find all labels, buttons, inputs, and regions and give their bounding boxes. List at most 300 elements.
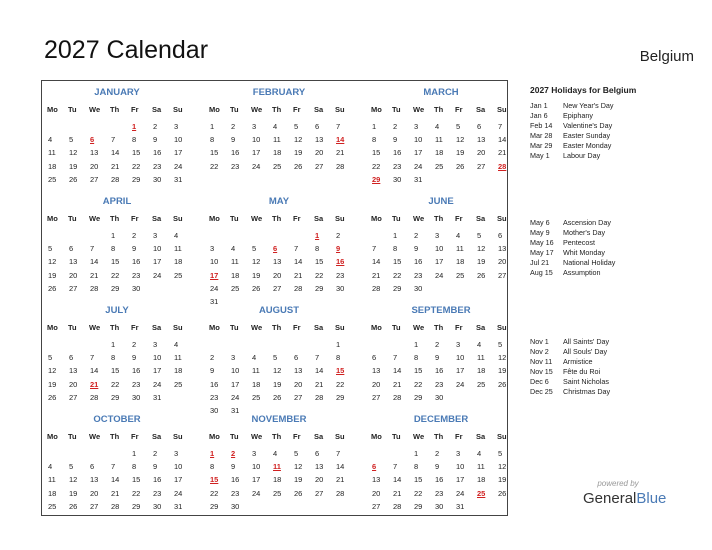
day-cell: 8 — [210, 462, 215, 472]
day-cell: 18 — [273, 475, 282, 485]
day-cell: 6 — [498, 231, 503, 240]
day-cell: 19 — [252, 270, 261, 280]
holiday-date: Nov 2 — [530, 347, 549, 356]
day-cell: 19 — [294, 148, 303, 158]
day-cell: 5 — [498, 449, 503, 458]
day-cell: 28 — [336, 488, 345, 498]
day-cell: 2 — [132, 340, 137, 349]
weekday-header: We — [89, 214, 101, 223]
holiday-name: Pentecost — [563, 238, 595, 247]
day-cell: 22 — [414, 488, 423, 498]
day-cell: 14 — [294, 257, 303, 267]
day-cell: 19 — [477, 257, 486, 267]
day-cell: 2 — [153, 122, 158, 131]
day-cell: 20 — [294, 379, 303, 389]
day-cell: 15 — [111, 257, 120, 267]
day-cell: 12 — [498, 353, 507, 363]
day-cell: 23 — [393, 161, 402, 171]
day-cell: 22 — [315, 270, 324, 280]
day-cell: 16 — [435, 475, 444, 485]
day-cell: 19 — [69, 488, 78, 498]
day-cell: 4 — [231, 244, 236, 254]
day-cell: 21 — [393, 379, 402, 389]
holiday-date: Mar 29 — [530, 141, 553, 150]
day-cell: 10 — [456, 462, 465, 472]
day-cell: 28 — [336, 161, 345, 171]
day-cell: 13 — [69, 257, 78, 267]
day-cell: 15 — [315, 257, 324, 267]
holiday-name: Mother's Day — [563, 228, 606, 237]
day-cell: 19 — [48, 270, 57, 280]
day-cell: 4 — [273, 449, 278, 458]
day-cell: 2 — [435, 340, 440, 349]
weekday-header: Th — [110, 105, 120, 114]
holiday-date: May 16 — [530, 238, 554, 247]
day-cell: 31 — [456, 501, 465, 511]
day-cell: 3 — [210, 244, 215, 254]
day-cell: 6 — [69, 353, 74, 363]
day-cell: 30 — [132, 392, 141, 402]
day-cell: 4 — [435, 122, 440, 131]
day-cell: 14 — [393, 366, 402, 376]
day-cell: 30 — [153, 174, 162, 184]
day-cell: 5 — [69, 462, 74, 472]
day-cell: 10 — [414, 135, 423, 145]
holiday-day: 1 — [210, 449, 215, 458]
day-cell: 16 — [132, 366, 141, 376]
day-cell: 8 — [315, 244, 320, 254]
weekday-header: Th — [272, 214, 282, 223]
day-cell: 18 — [273, 148, 282, 158]
day-cell: 27 — [90, 501, 99, 511]
holiday-date: Jan 6 — [530, 111, 548, 120]
weekday-header: Fr — [293, 432, 301, 441]
day-cell: 21 — [111, 488, 120, 498]
holiday-name: Whit Monday — [563, 248, 605, 257]
holiday-name: Christmas Day — [563, 387, 611, 396]
holiday-list-title: 2027 Holidays for Belgium — [530, 85, 637, 95]
weekday-header: We — [413, 323, 425, 332]
weekday-header: Sa — [152, 105, 162, 114]
day-cell: 25 — [174, 270, 183, 280]
day-cell: 25 — [435, 161, 444, 171]
day-cell: 1 — [111, 231, 116, 240]
weekday-header: Mo — [371, 432, 382, 441]
day-cell: 30 — [435, 501, 444, 511]
day-cell: 5 — [273, 353, 278, 363]
day-cell: 23 — [210, 392, 219, 402]
day-cell: 9 — [231, 135, 236, 145]
day-cell: 25 — [252, 392, 261, 402]
holiday-name: New Year's Day — [563, 101, 614, 110]
day-cell: 2 — [393, 122, 398, 131]
day-cell: 11 — [252, 366, 260, 376]
day-cell: 23 — [414, 270, 423, 280]
day-cell: 28 — [294, 283, 303, 293]
weekday-header: We — [89, 323, 101, 332]
day-cell: 21 — [393, 488, 402, 498]
day-cell: 1 — [132, 449, 137, 458]
day-cell: 15 — [372, 148, 381, 158]
day-cell: 3 — [174, 449, 179, 458]
holiday-date: Nov 15 — [530, 367, 553, 376]
holiday-date: Jul 21 — [530, 258, 550, 267]
weekday-header: We — [251, 214, 263, 223]
day-cell: 31 — [174, 174, 183, 184]
day-cell: 20 — [372, 379, 381, 389]
day-cell: 19 — [294, 475, 303, 485]
day-cell: 13 — [273, 257, 282, 267]
month-name: MAY — [268, 196, 290, 207]
holiday-name: All Souls' Day — [563, 347, 608, 356]
weekday-header: Sa — [314, 323, 324, 332]
day-cell: 3 — [153, 340, 158, 349]
day-cell: 25 — [273, 161, 282, 171]
weekday-header: Su — [173, 105, 183, 114]
day-cell: 12 — [294, 135, 303, 145]
month-name: APRIL — [102, 196, 132, 207]
day-cell: 26 — [294, 488, 303, 498]
day-cell: 6 — [294, 353, 299, 363]
day-cell: 13 — [372, 475, 381, 485]
month-name: JULY — [105, 305, 129, 316]
weekday-header: Su — [335, 323, 345, 332]
day-cell: 20 — [498, 257, 507, 267]
day-cell: 8 — [336, 353, 341, 363]
day-cell: 19 — [69, 161, 78, 171]
day-cell: 3 — [252, 122, 257, 131]
day-cell: 27 — [372, 501, 381, 511]
month-name: SEPTEMBER — [411, 305, 471, 316]
day-cell: 16 — [153, 148, 162, 158]
day-cell: 5 — [48, 244, 53, 254]
day-cell: 17 — [174, 148, 183, 158]
weekday-header: Tu — [68, 105, 77, 114]
day-cell: 31 — [174, 501, 183, 511]
day-cell: 6 — [372, 353, 377, 363]
day-cell: 25 — [231, 283, 240, 293]
day-cell: 15 — [393, 257, 402, 267]
day-cell: 4 — [252, 353, 257, 363]
day-cell: 18 — [252, 379, 261, 389]
weekday-header: We — [251, 105, 263, 114]
day-cell: 23 — [231, 488, 240, 498]
day-cell: 27 — [69, 392, 78, 402]
month-name: AUGUST — [258, 305, 300, 316]
holiday-date: Dec 25 — [530, 387, 553, 396]
day-cell: 8 — [132, 135, 137, 145]
day-cell: 26 — [48, 283, 57, 293]
day-cell: 10 — [456, 353, 465, 363]
day-cell: 22 — [132, 161, 141, 171]
weekday-header: We — [89, 105, 101, 114]
weekday-header: Tu — [392, 214, 401, 223]
day-cell: 7 — [393, 462, 398, 472]
day-cell: 13 — [90, 148, 99, 158]
weekday-header: Su — [173, 214, 183, 223]
day-cell: 22 — [132, 488, 141, 498]
day-cell: 7 — [336, 122, 341, 131]
day-cell: 23 — [435, 488, 444, 498]
day-cell: 11 — [174, 244, 182, 254]
day-cell: 9 — [153, 462, 158, 472]
day-cell: 10 — [174, 462, 183, 472]
day-cell: 21 — [315, 379, 324, 389]
day-cell: 3 — [414, 122, 419, 131]
day-cell: 27 — [69, 283, 78, 293]
weekday-header: Th — [110, 323, 120, 332]
holiday-name: Easter Monday — [563, 141, 612, 150]
day-cell: 23 — [153, 488, 162, 498]
day-cell: 29 — [111, 283, 120, 293]
weekday-header: Su — [335, 432, 345, 441]
day-cell: 26 — [273, 392, 282, 402]
day-cell: 4 — [456, 231, 461, 240]
day-cell: 25 — [477, 379, 486, 389]
day-cell: 18 — [477, 366, 486, 376]
day-cell: 5 — [456, 122, 461, 131]
weekday-header: Su — [173, 432, 183, 441]
weekday-header: Su — [173, 323, 183, 332]
day-cell: 7 — [90, 353, 95, 363]
day-cell: 10 — [252, 462, 261, 472]
day-cell: 11 — [174, 353, 182, 363]
day-cell: 14 — [111, 475, 120, 485]
day-cell: 1 — [414, 449, 419, 458]
holiday-date: Jan 1 — [530, 101, 548, 110]
day-cell: 7 — [111, 135, 116, 145]
day-cell: 4 — [48, 462, 53, 472]
day-cell: 26 — [456, 161, 465, 171]
day-cell: 19 — [273, 379, 282, 389]
day-cell: 29 — [132, 501, 141, 511]
day-cell: 6 — [315, 449, 320, 458]
day-cell: 17 — [231, 379, 240, 389]
day-cell: 12 — [48, 366, 57, 376]
weekday-header: Th — [110, 214, 120, 223]
day-cell: 4 — [477, 340, 482, 349]
day-cell: 23 — [435, 379, 444, 389]
day-cell: 5 — [294, 449, 299, 458]
day-cell: 12 — [456, 135, 465, 145]
day-cell: 21 — [372, 270, 381, 280]
holiday-name: Valentine's Day — [563, 121, 613, 130]
weekday-header: Sa — [152, 323, 162, 332]
day-cell: 28 — [315, 392, 324, 402]
month-name: MARCH — [423, 87, 459, 98]
weekday-header: Tu — [230, 214, 239, 223]
day-cell: 10 — [153, 244, 162, 254]
day-cell: 29 — [393, 283, 402, 293]
weekday-header: Mo — [371, 214, 382, 223]
day-cell: 1 — [393, 231, 398, 240]
day-cell: 14 — [90, 366, 99, 376]
day-cell: 23 — [153, 161, 162, 171]
day-cell: 20 — [273, 270, 282, 280]
day-cell: 21 — [90, 270, 99, 280]
day-cell: 22 — [393, 270, 402, 280]
weekday-header: Fr — [455, 432, 463, 441]
day-cell: 6 — [69, 244, 74, 254]
weekday-header: Sa — [314, 432, 324, 441]
day-cell: 29 — [414, 501, 423, 511]
brand-general: General — [583, 490, 637, 507]
day-cell: 11 — [273, 135, 281, 145]
day-cell: 25 — [273, 488, 282, 498]
holiday-name: Fête du Roi — [563, 367, 601, 376]
day-cell: 14 — [498, 135, 507, 145]
weekday-header: Th — [110, 432, 120, 441]
day-cell: 7 — [315, 353, 320, 363]
weekday-header: Fr — [455, 323, 463, 332]
day-cell: 13 — [69, 366, 78, 376]
day-cell: 20 — [372, 488, 381, 498]
day-cell: 24 — [414, 161, 423, 171]
day-cell: 1 — [414, 340, 419, 349]
day-cell: 11 — [435, 135, 443, 145]
day-cell: 3 — [456, 340, 461, 349]
country-label: Belgium — [639, 48, 694, 65]
day-cell: 6 — [477, 122, 482, 131]
holiday-name: Assumption — [563, 268, 601, 277]
day-cell: 4 — [48, 135, 53, 145]
weekday-header: Fr — [293, 105, 301, 114]
day-cell: 9 — [393, 135, 398, 145]
day-cell: 7 — [372, 244, 377, 254]
generalblue-logo[interactable] — [583, 490, 666, 507]
holiday-day: 25 — [477, 488, 486, 498]
day-cell: 13 — [315, 462, 324, 472]
weekday-header: We — [413, 432, 425, 441]
month-name: DECEMBER — [413, 414, 469, 425]
day-cell: 26 — [69, 174, 78, 184]
holiday-day: 17 — [210, 270, 219, 280]
holiday-day: 6 — [372, 462, 377, 472]
day-cell: 29 — [315, 283, 324, 293]
day-cell: 27 — [372, 392, 381, 402]
day-cell: 24 — [456, 379, 465, 389]
day-cell: 14 — [393, 475, 402, 485]
day-cell: 15 — [132, 475, 141, 485]
day-cell: 2 — [414, 231, 419, 240]
day-cell: 3 — [174, 122, 179, 131]
day-cell: 17 — [153, 257, 162, 267]
day-cell: 7 — [393, 353, 398, 363]
powered-by-text: powered by — [597, 479, 639, 488]
day-cell: 25 — [174, 379, 183, 389]
day-cell: 17 — [456, 366, 465, 376]
weekday-header: Fr — [131, 105, 139, 114]
day-cell: 5 — [69, 135, 74, 145]
day-cell: 8 — [372, 135, 377, 145]
holiday-day: 15 — [210, 475, 219, 485]
day-cell: 22 — [210, 161, 219, 171]
day-cell: 9 — [210, 366, 215, 376]
day-cell: 26 — [69, 501, 78, 511]
day-cell: 27 — [90, 174, 99, 184]
day-cell: 8 — [393, 244, 398, 254]
day-cell: 14 — [372, 257, 381, 267]
day-cell: 15 — [210, 148, 219, 158]
day-cell: 13 — [294, 366, 303, 376]
month-name: FEBRUARY — [252, 87, 306, 98]
day-cell: 6 — [315, 122, 320, 131]
day-cell: 5 — [48, 353, 53, 363]
day-cell: 8 — [132, 462, 137, 472]
day-cell: 8 — [210, 135, 215, 145]
day-cell: 14 — [111, 148, 120, 158]
holiday-day: 29 — [372, 174, 381, 184]
day-cell: 9 — [414, 244, 419, 254]
month-name: OCTOBER — [93, 414, 141, 425]
day-cell: 10 — [252, 135, 261, 145]
day-cell: 19 — [498, 366, 507, 376]
weekday-header: Tu — [392, 432, 401, 441]
day-cell: 28 — [111, 174, 120, 184]
day-cell: 10 — [231, 366, 240, 376]
weekday-header: Fr — [293, 214, 301, 223]
day-cell: 25 — [456, 270, 465, 280]
day-cell: 29 — [111, 392, 120, 402]
weekday-header: Tu — [68, 432, 77, 441]
weekday-header: Mo — [209, 432, 220, 441]
day-cell: 11 — [231, 257, 239, 267]
brand-blue: Blue — [636, 490, 667, 507]
weekday-header: Mo — [209, 214, 220, 223]
day-cell: 3 — [252, 449, 257, 458]
day-cell: 27 — [294, 392, 303, 402]
weekday-header: Sa — [314, 105, 324, 114]
day-cell: 20 — [90, 161, 99, 171]
day-cell: 14 — [315, 366, 324, 376]
day-cell: 30 — [336, 283, 345, 293]
day-cell: 21 — [336, 148, 345, 158]
holiday-date: Aug 15 — [530, 268, 553, 277]
holiday-date: Mar 28 — [530, 131, 553, 140]
day-cell: 17 — [456, 475, 465, 485]
holiday-day: 1 — [315, 231, 320, 240]
day-cell: 30 — [153, 501, 162, 511]
day-cell: 29 — [210, 501, 219, 511]
day-cell: 28 — [393, 501, 402, 511]
holiday-day: 16 — [336, 257, 345, 267]
day-cell: 13 — [498, 244, 507, 254]
weekday-header: Sa — [152, 214, 162, 223]
day-cell: 17 — [435, 257, 444, 267]
day-cell: 22 — [372, 161, 381, 171]
holiday-date: May 1 — [530, 151, 550, 160]
weekday-header: Sa — [476, 105, 486, 114]
day-cell: 27 — [315, 161, 324, 171]
holiday-date: May 17 — [530, 248, 554, 257]
weekday-header: Mo — [47, 323, 58, 332]
day-cell: 7 — [498, 122, 503, 131]
day-cell: 25 — [48, 501, 57, 511]
day-cell: 16 — [153, 475, 162, 485]
weekday-header: Tu — [392, 105, 401, 114]
day-cell: 3 — [153, 231, 158, 240]
day-cell: 30 — [435, 392, 444, 402]
holiday-day: 2 — [231, 449, 236, 458]
day-cell: 12 — [294, 462, 303, 472]
weekday-header: Tu — [68, 214, 77, 223]
day-cell: 21 — [336, 475, 345, 485]
day-cell: 2 — [153, 449, 158, 458]
day-cell: 8 — [414, 353, 419, 363]
weekday-header: Th — [434, 105, 444, 114]
day-cell: 1 — [210, 122, 215, 131]
day-cell: 24 — [174, 161, 183, 171]
